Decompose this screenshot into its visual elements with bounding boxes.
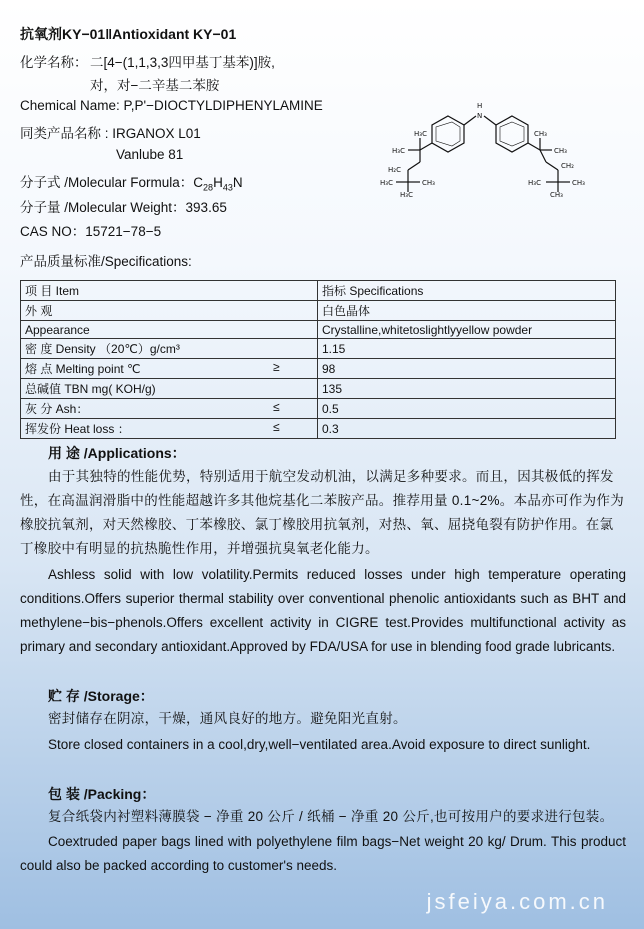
row-item: 总碱值 TBN mg( KOH/g) [21,379,318,399]
similar-product-2: Vanlube 81 [116,147,184,162]
amine-n-label: N [477,112,483,120]
applications-heading: 用 途 /Applications： [48,445,186,461]
packing-en: Coextruded paper bags lined with polyethylene film bags−Net weight 20 kg/ Drum. This product could also be packed according to customer's needs. [20,834,626,873]
table-row [21,301,616,321]
similar-products: 同类产品名称 : IRGANOX L01 [20,126,201,141]
storage-cn: 密封储存在阴凉，干燥，通风良好的地方。避免阳光直射。 [48,711,407,726]
row-item [21,339,318,359]
specifications-heading: 产品质量标准/Specifications: [20,254,192,269]
specifications-table [20,280,616,439]
chemical-name-cn-line1: 二[4−(1,1,3,3四甲基丁基苯)]胺, [90,55,275,70]
row-value: 0.5 [318,399,616,419]
table-row [21,419,616,439]
cas-number: CAS NO：15721−78−5 [20,224,162,239]
formula-h: H [213,175,223,190]
table-row [21,399,616,419]
row-value: Crystalline,whitetoslightlyyellow powder [318,321,616,339]
row-item-text: 灰 分 Ash： [25,402,89,416]
row-item-text: 挥发份 Heat loss ： [25,422,130,436]
methyl-label-5: H₃C [400,191,413,198]
chemical-name-en: Chemical Name: P,P'−DIOCTYLDIPHENYLAMINE [20,98,323,113]
methylene-label: H₂C [388,166,401,174]
methyl-label: H₃C [414,130,427,138]
methyl-label-7: CH₃ [554,147,567,155]
row-item: Appearance [21,321,318,339]
row-value: 0.3 [318,419,616,439]
methyl-label-3: H₃C [380,179,393,187]
methyl-label-10: CH₃ [550,191,563,198]
left-benzene-ring [432,116,464,152]
row-value: 135 [318,379,616,399]
right-benzene-ring [496,116,528,152]
formula-n: N [232,175,243,190]
amine-h-label: H [477,102,483,110]
header-specifications: 指标 Specifications [318,281,616,301]
row-value: 白色晶体 [318,301,616,321]
methylene-label-2: CH₂ [561,162,574,170]
row-item-text: 密 度 Density （20℃）g/cm³ [25,342,180,356]
packing-cn: 复合纸袋内衬塑料薄膜袋 − 净重 20 公斤 / 纸桶 − 净重 20 公斤,也可按用户的要求进行包装。 [48,809,614,824]
document-title: 抗氧剂KY−01‖Antioxidant KY−01 [20,26,237,42]
molecular-weight: 分子量 /Molecular Weight：393.65 [20,200,227,215]
row-value: 98 [318,359,616,379]
row-item [21,399,318,419]
row-operator: ≤ [273,400,280,414]
header-item: 项 目 Item [21,281,318,301]
methyl-label-6: CH₃ [534,130,547,138]
row-operator: ≥ [273,360,280,374]
formula-c-sub: 28 [203,182,214,193]
table-row [21,339,616,359]
chemical-name-cn-line2: 对，对−二辛基二苯胺 [90,78,220,93]
molecule-structure [378,98,618,198]
row-value: 1.15 [318,339,616,359]
methyl-label-8: H₃C [528,179,541,187]
formula-label: 分子式 /Molecular Formula： [20,175,194,190]
watermark: jsfeiya.com.cn [426,889,608,914]
storage-en: Store closed containers in a cool,dry,well−ventilated area.Avoid exposure to direct sunlight. [48,737,591,752]
storage-heading: 贮 存 /Storage： [48,688,154,704]
chemical-name-cn-label: 化学名称： [20,55,88,70]
packing-heading: 包 装 /Packing： [48,786,156,802]
table-header-row [21,281,616,301]
row-item: 外 观 [21,301,318,321]
methyl-label-4: CH₃ [422,179,435,187]
row-item [21,359,318,379]
table-row [21,321,616,339]
table-row [21,379,616,399]
row-operator: ≤ [273,420,280,434]
applications-cn: 由于其独特的性能优势，特别适用于航空发动机油，以满足多种要求。而且，因其极低的挥发性，在高温润滑脂中的性能超越许多其他烷基化二苯胺产品。推荐用量 0.1~2%。本品亦可作为作为橡胶抗氧剂，对天然橡胶、丁苯橡胶、氯丁橡胶用抗氧剂，对热、氧、屈挠龟裂有防护作用。在氯丁橡胶中有明显的抗热脆性作用，并增强抗臭氧老化能力。 [20,469,625,556]
applications-en: Ashless solid with low volatility.Permits reduced losses under high temperature operating conditions.Offers superior thermal stability over conventional phenolic antioxidants such as BHT and methylene−bis−phenols.Offers excellent activity in CIGRE test.Provides multifunctional activity as primary and secondary antioxidant.Approved by FDA/USA for use in blending food grade lubricants. [20,567,626,654]
row-item-text: 熔 点 Melting point ℃ [25,362,141,376]
methyl-label-9: CH₃ [572,179,585,187]
formula-h-sub: 43 [222,182,233,193]
methyl-label-2: H₃C [392,147,405,155]
row-item [21,419,318,439]
table-row [21,359,616,379]
formula-c: C [193,175,204,190]
molecular-formula [20,171,243,193]
